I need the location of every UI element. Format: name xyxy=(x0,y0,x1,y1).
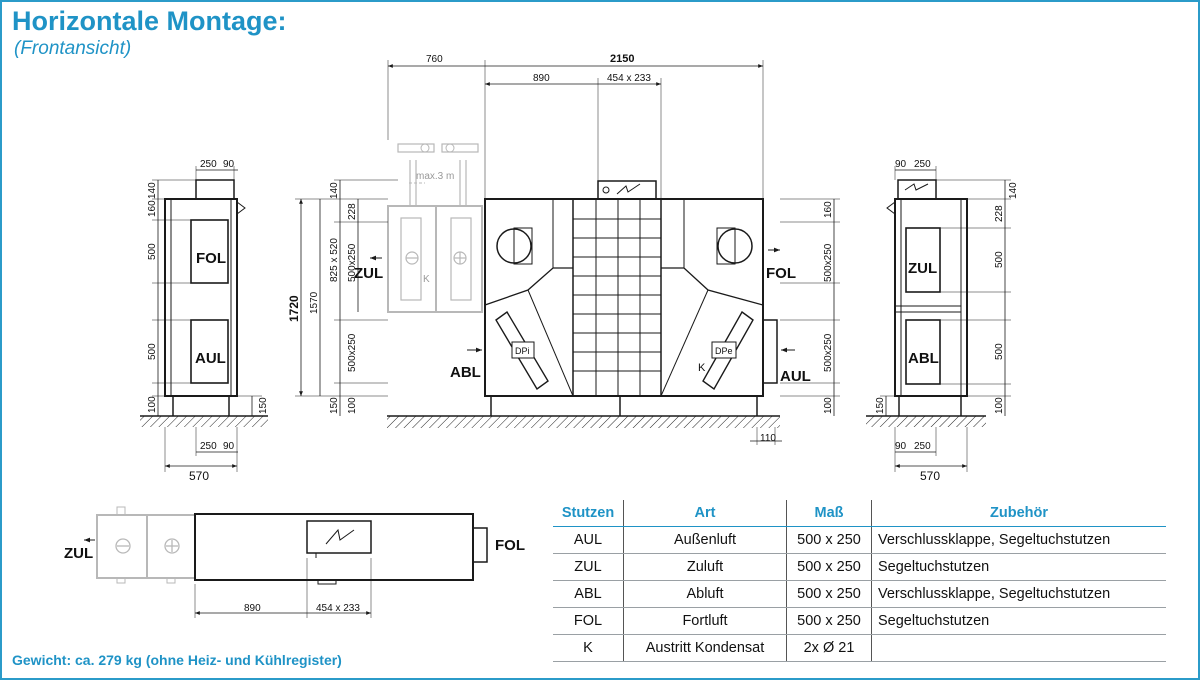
col-header-art: Art xyxy=(624,500,787,527)
dim-110: 110 xyxy=(760,433,776,444)
cell-zubehoer: Segeltuchstutzen xyxy=(872,554,1167,581)
cell-art: Abluft xyxy=(624,581,787,608)
dim-140-left: 140 xyxy=(147,182,158,199)
cell-art: Zuluft xyxy=(624,554,787,581)
cell-art: Außenluft xyxy=(624,527,787,554)
label-max3m: max.3 m xyxy=(416,171,455,182)
dim-500-right-b: 500 xyxy=(994,343,1005,360)
weight-note: Gewicht: ca. 279 kg (ohne Heiz- und Kühlregister) xyxy=(12,652,342,668)
table-row xyxy=(553,608,1166,635)
connection-spec-table xyxy=(553,500,1166,662)
cell-mass: 500 x 250 xyxy=(787,527,872,554)
right-label-abl: ABL xyxy=(908,350,939,367)
dim-100-right-front: 100 xyxy=(823,397,834,414)
label-k-front: K xyxy=(698,362,706,374)
cell-art: Austritt Kondensat xyxy=(624,635,787,662)
dim-250-top-left: 250 xyxy=(200,159,217,170)
dim-890-front: 890 xyxy=(533,73,550,84)
cell-mass: 500 x 250 xyxy=(787,608,872,635)
front-label-zul: ZUL xyxy=(354,265,384,282)
dim-890-top: 890 xyxy=(244,603,261,614)
dim-90-bottom-right: 90 xyxy=(895,441,907,452)
dim-500x250-front-a: 500x250 xyxy=(347,243,358,282)
cell-mass: 500 x 250 xyxy=(787,554,872,581)
heat-exchanger xyxy=(573,199,661,396)
dim-500x250-right-a: 500x250 xyxy=(823,243,834,282)
cell-mass: 2x Ø 21 xyxy=(787,635,872,662)
left-label-aul: AUL xyxy=(195,350,226,367)
dim-454x233-top: 454 x 233 xyxy=(316,603,360,614)
left-side-view xyxy=(140,166,268,472)
main-housing xyxy=(485,199,763,396)
table-row xyxy=(553,554,1166,581)
cell-zubehoer: Verschlussklappe, Segeltuchstutzen xyxy=(872,581,1167,608)
optional-register-modules xyxy=(388,144,482,312)
right-side-view xyxy=(866,166,1011,472)
floor-hatch-front xyxy=(387,416,780,428)
dim-90-bottom-left: 90 xyxy=(223,441,235,452)
top-label-fol: FOL xyxy=(495,537,525,554)
left-top-duct xyxy=(196,180,234,199)
cell-stutzen: ABL xyxy=(553,581,624,608)
table-row xyxy=(553,581,1166,608)
page-subtitle: (Frontansicht) xyxy=(14,38,132,59)
floor-hatch-right xyxy=(866,416,986,427)
label-k-ghost: K xyxy=(423,274,430,285)
dim-500-right-a: 500 xyxy=(994,251,1005,268)
front-label-abl: ABL xyxy=(450,364,481,381)
cell-zubehoer: Verschlussklappe, Segeltuchstutzen xyxy=(872,527,1167,554)
cell-zubehoer: Segeltuchstutzen xyxy=(872,608,1167,635)
dim-140-right: 140 xyxy=(1008,182,1019,199)
dim-1570: 1570 xyxy=(309,291,320,314)
top-label-zul: ZUL xyxy=(64,545,94,562)
dim-228-front: 228 xyxy=(347,203,358,220)
table-row xyxy=(553,635,1166,662)
cell-zubehoer xyxy=(872,635,1167,662)
top-view-housing xyxy=(195,514,473,580)
dim-140-front: 140 xyxy=(329,182,340,199)
cell-stutzen: FOL xyxy=(553,608,624,635)
dim-1720: 1720 xyxy=(287,295,301,322)
dim-90-top-right: 90 xyxy=(895,159,907,170)
cell-art: Fortluft xyxy=(624,608,787,635)
dim-825x520: 825 x 520 xyxy=(329,238,340,282)
label-dpi: DPi xyxy=(515,346,530,356)
front-label-fol: FOL xyxy=(766,265,796,282)
cell-stutzen: ZUL xyxy=(553,554,624,581)
dim-100-left: 100 xyxy=(147,396,158,413)
dim-250-bottom-right: 250 xyxy=(914,441,931,452)
label-dpe: DPe xyxy=(715,346,733,356)
dim-760: 760 xyxy=(426,54,443,65)
dim-160-right-front: 160 xyxy=(823,201,834,218)
dim-160-left: 160 xyxy=(147,200,158,217)
dim-150-left: 150 xyxy=(258,397,269,414)
dim-500x250-front-b: 500x250 xyxy=(347,333,358,372)
dim-570-left: 570 xyxy=(189,469,210,483)
dim-250-bottom-left: 250 xyxy=(200,441,217,452)
front-view xyxy=(295,60,840,445)
cell-stutzen: AUL xyxy=(553,527,624,554)
dim-454x233-front: 454 x 233 xyxy=(607,73,651,84)
floor-hatch-left xyxy=(140,416,268,427)
dim-100-front: 100 xyxy=(347,397,358,414)
right-label-zul: ZUL xyxy=(908,260,938,277)
dim-100-right: 100 xyxy=(994,397,1005,414)
dim-2150: 2150 xyxy=(610,53,635,65)
table-header-row xyxy=(553,500,1166,527)
col-header-stutzen: Stutzen xyxy=(553,500,624,527)
front-label-aul: AUL xyxy=(780,368,811,385)
cell-mass: 500 x 250 xyxy=(787,581,872,608)
col-header-zubehoer: Zubehör xyxy=(872,500,1167,527)
dim-150-right: 150 xyxy=(875,397,886,414)
dim-90-top-left: 90 xyxy=(223,159,235,170)
table-row xyxy=(553,527,1166,554)
cell-stutzen: K xyxy=(553,635,624,662)
dim-150-front: 150 xyxy=(329,397,340,414)
aul-connection-stub xyxy=(763,320,777,383)
left-label-fol: FOL xyxy=(196,250,226,267)
top-view xyxy=(84,507,487,618)
dim-500x250-right-b: 500x250 xyxy=(823,333,834,372)
dim-500-left-b: 500 xyxy=(147,343,158,360)
page-title: Horizontale Montage: xyxy=(12,6,287,36)
dim-500-left-a: 500 xyxy=(147,243,158,260)
dim-250-top-right: 250 xyxy=(914,159,931,170)
dim-570-right: 570 xyxy=(920,469,941,483)
dim-228-right: 228 xyxy=(994,205,1005,222)
col-header-mass: Maß xyxy=(787,500,872,527)
